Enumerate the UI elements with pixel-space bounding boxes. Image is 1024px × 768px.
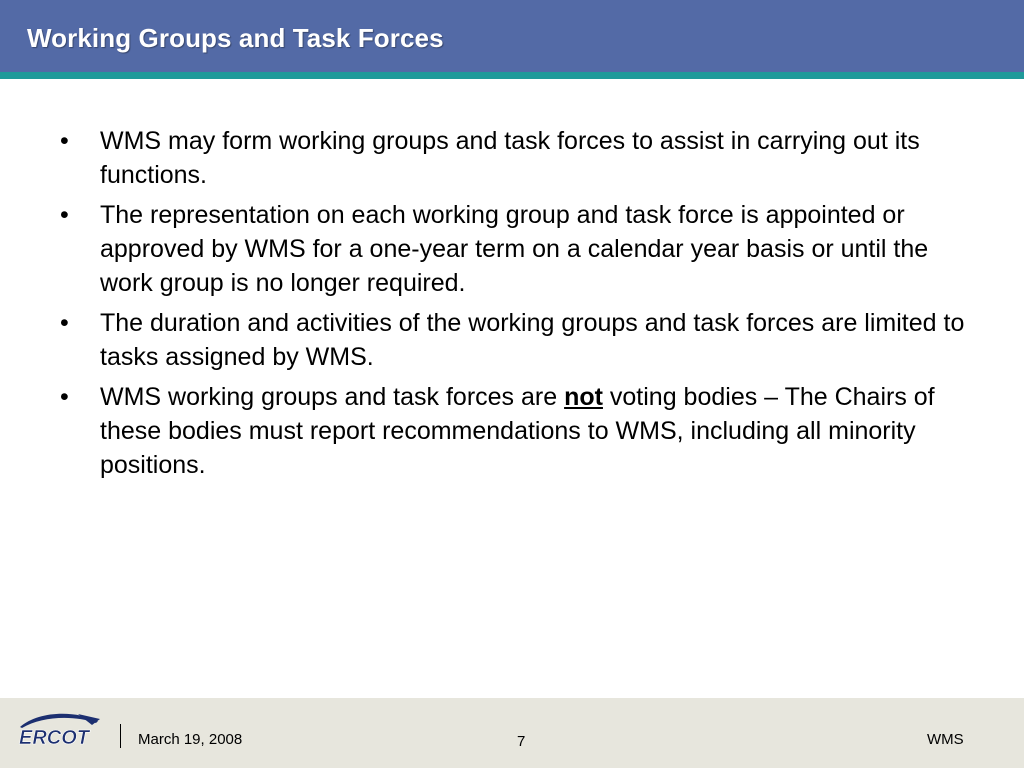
bullet-emphasis: not: [564, 383, 603, 411]
bullet-item: [0, 198, 1024, 300]
bullet-text: The representation on each working group and task force is appointed or approved by WMS for a one-year term on a calendar year basis or until the work group is no longer required.: [100, 201, 929, 297]
bullet-text-before: WMS working groups and task forces are: [100, 383, 565, 411]
bullet-item: [0, 380, 1024, 482]
bullet-dot-icon: [60, 198, 80, 232]
footer-divider: [120, 724, 121, 748]
bullet-text: WMS may form working groups and task forces to assist in carrying out its functions.: [100, 127, 920, 189]
bullet-item: [0, 124, 1024, 192]
accent-rule: [0, 72, 1024, 79]
slide-content: [0, 124, 1024, 488]
slide-title: Working Groups and Task Forces: [27, 23, 444, 53]
bullet-dot-icon: [60, 124, 80, 158]
footer-org: WMS: [927, 731, 964, 748]
bullet-text-after: voting bodies – The Chairs of these bodies must report recommendations to WMS, including all minority positions.: [100, 383, 935, 479]
bullet-list: [0, 124, 1024, 482]
logo-wordmark: ERCOT: [19, 727, 89, 749]
bullet-dot-icon: [60, 306, 80, 340]
bullet-text: The duration and activities of the working groups and task forces are limited to tasks assigned by WMS.: [100, 309, 965, 371]
ercot-logo-icon: [12, 710, 102, 750]
bullet-dot-icon: [60, 380, 80, 414]
footer-date: March 19, 2008: [138, 731, 243, 748]
title-bar: [0, 0, 1024, 72]
page-number: 7: [517, 733, 526, 750]
bullet-item: [0, 306, 1024, 374]
